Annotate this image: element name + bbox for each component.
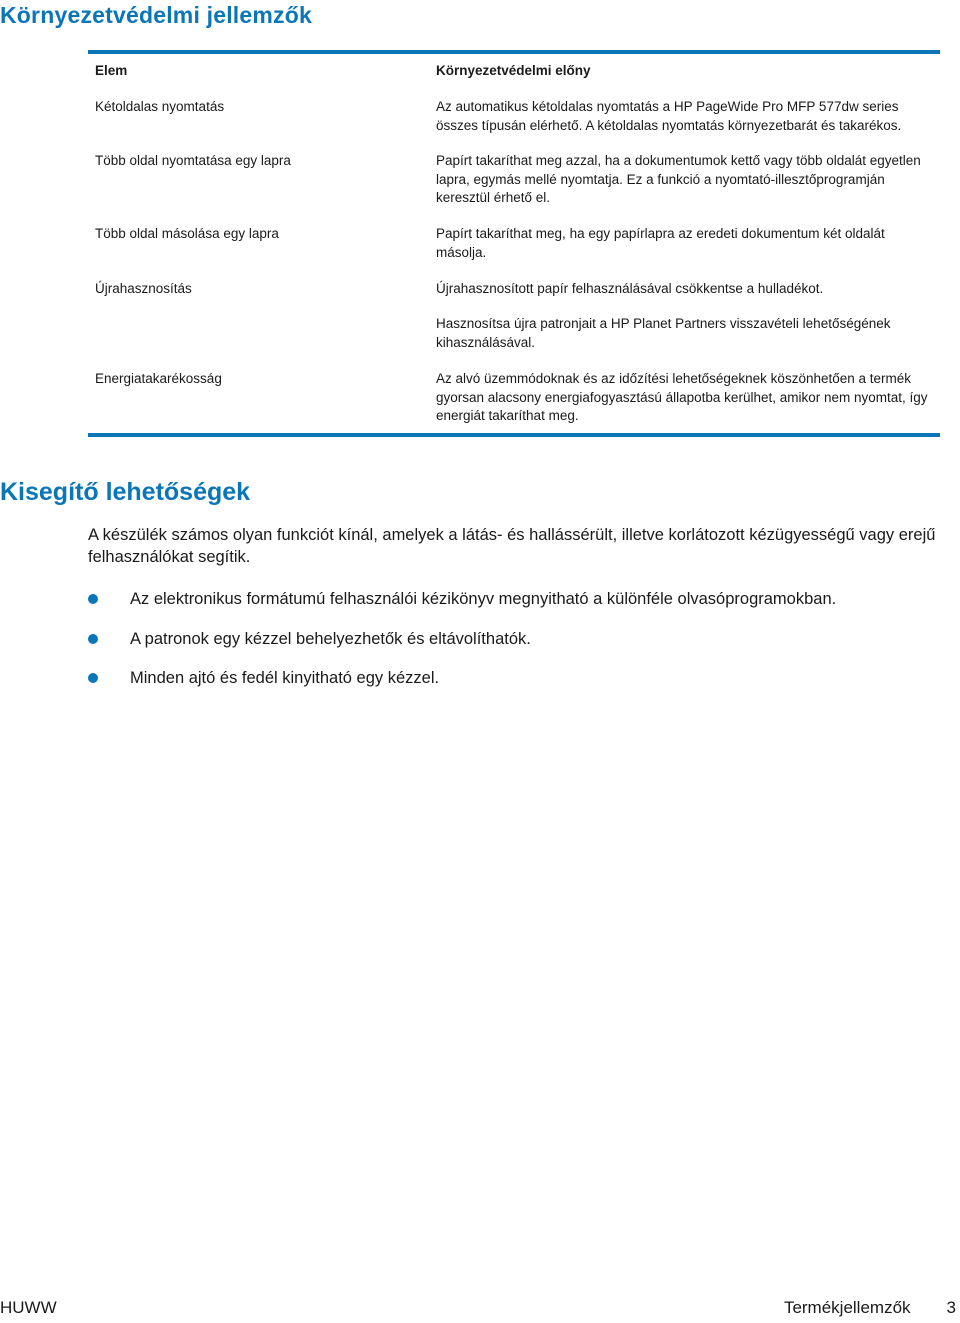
table-row-benefit: Papírt takaríthat meg, ha egy papírlapra az eredeti dokumentum két oldalát másolja.	[436, 226, 885, 260]
table-row-item: Több oldal nyomtatása egy lapra	[95, 153, 291, 168]
accessibility-list	[88, 588, 938, 707]
table-header-benefit: Környezetvédelmi előny	[436, 63, 591, 78]
table-row-item: Kétoldalas nyomtatás	[95, 99, 225, 114]
list-item	[88, 628, 938, 668]
table-row-benefit: Papírt takaríthat meg azzal, ha a dokumentumok kettő vagy több oldalát egyetlen lapra, egymás mellé nyomtatja. Ez a funkció a nyomtató-illesztőprogramján keresztül érhető el.	[436, 153, 921, 205]
table-row-benefit: Újrahasznosított papír felhasználásával csökkentse a hulladékot.	[436, 281, 824, 296]
bullet-icon	[88, 594, 98, 604]
table-row-item: Több oldal másolása egy lapra	[95, 226, 279, 241]
accessibility-intro: A készülék számos olyan funkciót kínál, amelyek a látás- és hallássérült, illetve korlátozott kézügyességű vagy erejű felhasználókat segítik.	[88, 526, 936, 566]
list-item	[88, 588, 938, 628]
footer-page-info	[784, 1298, 956, 1318]
table-row-benefit: Az automatikus kétoldalas nyomtatás a HP PageWide Pro MFP 577dw series összes típusán elérhető. A kétoldalas nyomtatás környezetbarát és takarékos.	[436, 99, 902, 133]
section-title-accessibility: Kisegítő lehetőségek	[0, 478, 251, 506]
list-item	[88, 667, 938, 707]
table-row-benefit: Az alvó üzemmódoknak és az időzítési lehetőségeknek köszönhetően a termék gyorsan alacsony energiafogyasztású állapotba kerülhet, amikor nem nyomtat, így energiát takaríthat meg.	[436, 371, 928, 423]
table-bottom-rule	[88, 433, 940, 437]
footer-doc-code: HUWW	[0, 1298, 57, 1317]
table-header-item: Elem	[95, 63, 128, 78]
list-item-text: Az elektronikus formátumú felhasználói kézikönyv megnyitható a különféle olvasóprogramokban.	[130, 590, 837, 608]
table-row-benefit: Hasznosítsa újra patronjait a HP Planet Partners visszavételi lehetőségének kihasználásával.	[436, 316, 891, 350]
table-row-item: Újrahasznosítás	[95, 281, 192, 296]
list-item-text: Minden ajtó és fedél kinyitható egy kézzel.	[130, 669, 440, 687]
bullet-icon	[88, 634, 98, 644]
table-row-item: Energiatakarékosság	[95, 371, 222, 386]
footer-page-number: 3	[946, 1298, 956, 1317]
environmental-table	[88, 50, 940, 54]
table-top-rule	[88, 50, 940, 54]
bullet-icon	[88, 673, 98, 683]
section-title-environmental: Környezetvédelmi jellemzők	[0, 2, 312, 28]
list-item-text: A patronok egy kézzel behelyezhetők és eltávolíthatók.	[130, 629, 531, 648]
footer-section-name: Termékjellemzők	[783, 1298, 911, 1317]
